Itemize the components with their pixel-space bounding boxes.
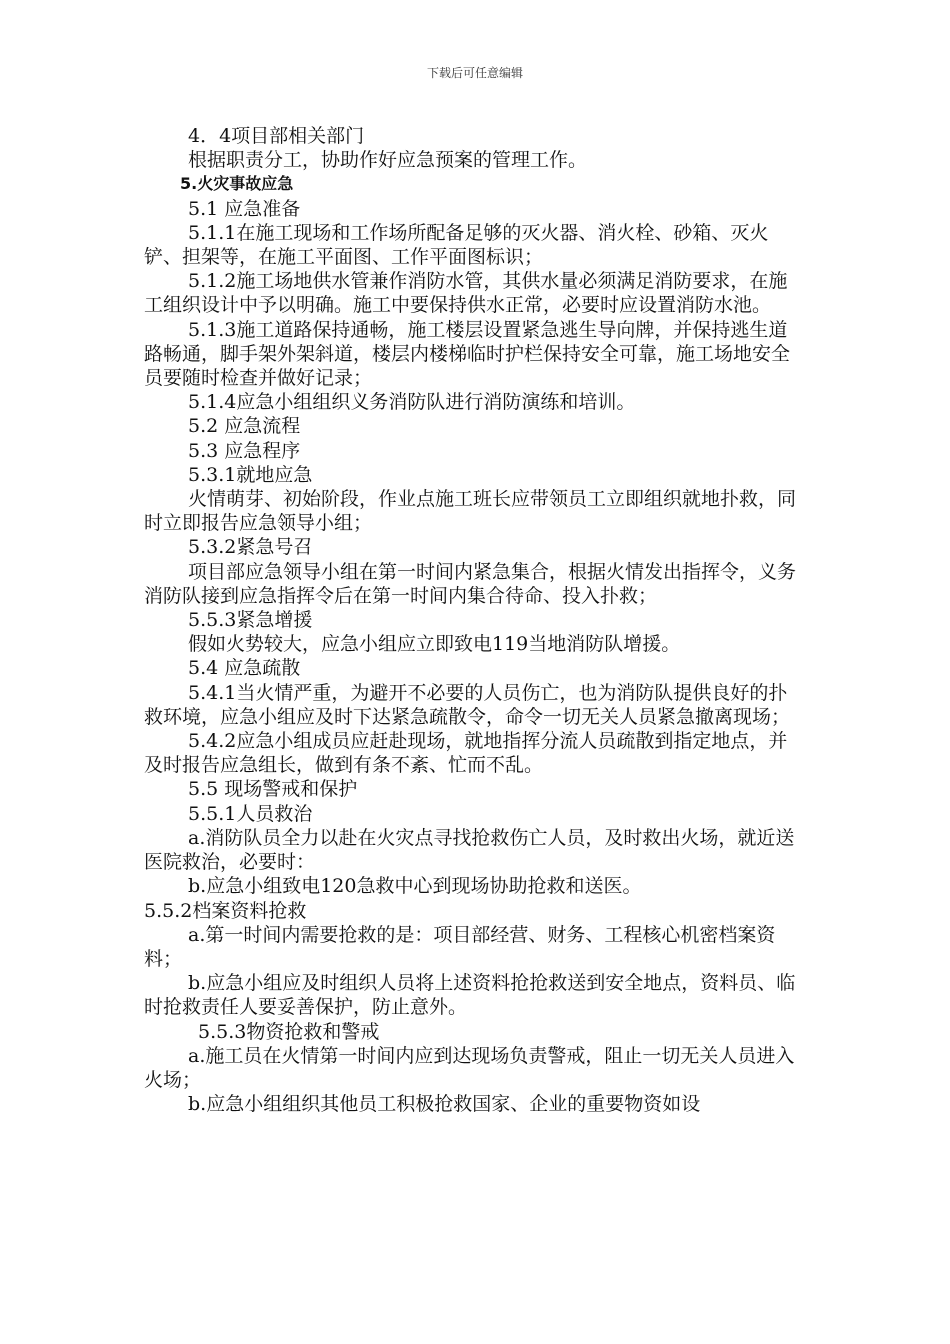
paragraph: a.第一时间内需要抢救的是：项目部经营、财务、工程核心机密档案资料； (144, 923, 776, 970)
paragraph: 5.3 应急程序 (188, 439, 301, 462)
paragraph: 项目部应急领导小组在第一时间内紧急集合，根据火情发出指挥令，义务消防队接到应急指挥令后在第一时间内集合待命、投入扑救； (144, 560, 797, 607)
paragraph: 5.1.1在施工现场和工作场所配备足够的灭火器、消火栓、砂箱、灭火铲、担架等，在施工平面图、工作平面图标识； (144, 221, 769, 269)
paragraph: 4．4项目部相关部门 (188, 125, 365, 147)
paragraph: 根据职责分工，协助作好应急预案的管理工作。 (188, 149, 588, 172)
paragraph: 5.4.2应急小组成员应赶赴现场，就地指挥分流人员疏散到指定地点，并及时报告应急组长，做到有条不紊、忙而不乱。 (144, 730, 788, 777)
paragraph: a.消防队员全力以赴在火灾点寻找抢救伤亡人员，及时救出火场，就近送医院救治，必要时： (144, 826, 795, 874)
paragraph: 5.1.4应急小组组织义务消防队进行消防演练和培训。 (188, 391, 636, 414)
paragraph: b.应急小组致电120急救中心到现场协助抢救和送医。 (188, 875, 642, 898)
paragraph: 5.1.2施工场地供水管兼作消防水管，其供水量必须满足消防要求，在施工组织设计中予以明确。施工中要保持供水正常，必要时应设置消防水池。 (144, 270, 788, 317)
paragraph: 火情萌芽、初始阶段，作业点施工班长应带领员工立即组织就地扑救，同时立即报告应急领导小组； (144, 488, 797, 535)
paragraph: a.施工员在火情第一时间内应到达现场负责警戒，阻止一切无关人员进入火场； (144, 1044, 795, 1091)
paragraph: 5.5.1人员救治 (188, 802, 313, 825)
paragraph: 5.1.3施工道路保持通畅，施工楼层设置紧急逃生导向牌，并保持逃生道路畅通，脚手架外架斜道，楼层内楼梯临时护栏保持安全可靠，施工场地安全员要随时检查并做好记录； (144, 318, 791, 390)
paragraph: 5.5.3物资抢救和警戒 (198, 1020, 380, 1043)
paragraph: 5.5.2档案资料抢救 (144, 899, 307, 922)
paragraph: 5.1 应急准备 (188, 197, 301, 220)
page-header: 下载后可任意编辑 (426, 66, 523, 80)
paragraph: 5.3.1就地应急 (188, 463, 313, 486)
paragraph: 5.3.2紧急号召 (188, 536, 313, 559)
paragraph: 5.5.3紧急增援 (188, 609, 313, 632)
paragraph: 5.4.1当火情严重，为避开不必要的人员伤亡，也为消防队提供良好的扑救环境，应急小组应及时下达紧急疏散令，命令一切无关人员紧急撤离现场； (144, 681, 791, 728)
paragraph: 5.5 现场警戒和保护 (188, 778, 358, 801)
paragraph: 5.4 应急疏散 (188, 657, 301, 680)
paragraph: b.应急小组应及时组织人员将上述资料抢抢救送到安全地点，资料员、临时抢救责任人要妥善保护，防止意外。 (144, 972, 796, 1019)
paragraph: 假如火势较大，应急小组应立即致电119当地消防队增援。 (188, 633, 681, 656)
section-heading: 5.火灾事故应急 (180, 174, 294, 194)
paragraph: 5.2 应急流程 (188, 415, 301, 438)
document-body (144, 124, 796, 1116)
paragraph: b.应急小组组织其他员工积极抢救国家、企业的重要物资如设 (188, 1093, 701, 1116)
